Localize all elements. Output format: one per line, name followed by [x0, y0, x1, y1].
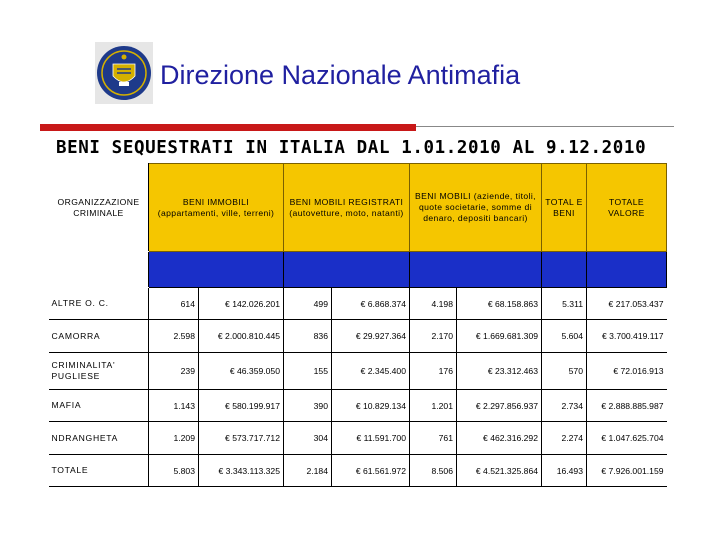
header-band-total-value — [587, 252, 667, 288]
table-cell: 5.604 — [542, 320, 587, 353]
table-cell: 2.734 — [542, 390, 587, 422]
row-label: MAFIA — [49, 390, 149, 422]
table-cell: € 23.312.463 — [457, 353, 542, 390]
table-cell: € 46.359.050 — [199, 353, 284, 390]
table-row — [49, 320, 667, 353]
header-band-registered-movables — [284, 252, 410, 288]
table-cell: 2.274 — [542, 422, 587, 455]
header-band-row — [49, 252, 667, 288]
table-cell: 570 — [542, 353, 587, 390]
table-cell: € 11.591.700 — [332, 422, 410, 455]
table-cell: € 68.158.863 — [457, 288, 542, 320]
table-cell: 2.184 — [284, 455, 332, 487]
table-cell: 2.598 — [149, 320, 199, 353]
table-cell: 239 — [149, 353, 199, 390]
table-cell: 304 — [284, 422, 332, 455]
table-cell: € 10.829.134 — [332, 390, 410, 422]
table-cell: € 573.717.712 — [199, 422, 284, 455]
table-header-row — [49, 164, 667, 252]
table-cell: 155 — [284, 353, 332, 390]
table-cell: € 29.927.364 — [332, 320, 410, 353]
table-cell: 2.170 — [410, 320, 457, 353]
table-cell: 390 — [284, 390, 332, 422]
table-cell: 1.143 — [149, 390, 199, 422]
table-cell: € 6.868.374 — [332, 288, 410, 320]
table-row — [49, 353, 667, 390]
table-cell: € 3.343.113.325 — [199, 455, 284, 487]
table-cell: € 142.026.201 — [199, 288, 284, 320]
page-title: Direzione Nazionale Antimafia — [160, 60, 521, 90]
seized-assets-table — [48, 163, 667, 487]
table-cell: € 72.016.913 — [587, 353, 667, 390]
table-cell: € 4.521.325.864 — [457, 455, 542, 487]
table-cell: € 61.561.972 — [332, 455, 410, 487]
col-header-total-value: TOTALE VALORE — [587, 164, 667, 252]
table-cell: € 3.700.419.117 — [587, 320, 667, 353]
table-cell: € 2.888.885.987 — [587, 390, 667, 422]
table-cell: € 7.926.001.159 — [587, 455, 667, 487]
table-cell: 1.209 — [149, 422, 199, 455]
table-heading: BENI SEQUESTRATI IN ITALIA DAL 1.01.2010 AL 9.12.2010 — [56, 138, 647, 158]
col-header-real-estate: BENI IMMOBILI (appartamenti, ville, terreni) — [149, 164, 284, 252]
header-band-total-assets — [542, 252, 587, 288]
row-label: ALTRE O. C. — [49, 288, 149, 320]
table-cell: 176 — [410, 353, 457, 390]
row-label: NDRANGHETA — [49, 422, 149, 455]
table-cell: € 1.047.625.704 — [587, 422, 667, 455]
table-row — [49, 422, 667, 455]
col-header-movable-assets: BENI MOBILI (aziende, titoli, quote societarie, somme di denaro, depositi bancari) — [410, 164, 542, 252]
table-row — [49, 390, 667, 422]
table-cell: € 462.316.292 — [457, 422, 542, 455]
table-cell: 5.311 — [542, 288, 587, 320]
table-cell: € 580.199.917 — [199, 390, 284, 422]
table-cell: € 217.053.437 — [587, 288, 667, 320]
table-cell: 16.493 — [542, 455, 587, 487]
table-cell: 614 — [149, 288, 199, 320]
col-header-total-assets: TOTAL E BENI — [542, 164, 587, 252]
table-cell: € 2.297.856.937 — [457, 390, 542, 422]
col-header-registered-movables: BENI MOBILI REGISTRATI (autovetture, moto, natanti) — [284, 164, 410, 252]
col-header-organization: ORGANIZZAZIONE CRIMINALE — [49, 164, 149, 252]
table-cell: 1.201 — [410, 390, 457, 422]
row-label: CAMORRA — [49, 320, 149, 353]
table-cell: 5.803 — [149, 455, 199, 487]
table-cell: 4.198 — [410, 288, 457, 320]
header-band-movable-assets — [410, 252, 542, 288]
title-underline-thin — [416, 126, 674, 127]
table-cell: € 2.000.810.445 — [199, 320, 284, 353]
table-cell: 499 — [284, 288, 332, 320]
title-underline — [40, 124, 416, 131]
row-label: CRIMINALITA' PUGLIESE — [49, 353, 149, 390]
table-row — [49, 288, 667, 320]
row-label: TOTALE — [49, 455, 149, 487]
header-band-real-estate — [149, 252, 284, 288]
table-cell: 836 — [284, 320, 332, 353]
table-row-total — [49, 455, 667, 487]
header-band-blank — [49, 252, 149, 288]
table-cell: € 1.669.681.309 — [457, 320, 542, 353]
dna-emblem-seal-icon — [95, 42, 153, 104]
table-cell: 8.506 — [410, 455, 457, 487]
table-cell: 761 — [410, 422, 457, 455]
table-cell: € 2.345.400 — [332, 353, 410, 390]
